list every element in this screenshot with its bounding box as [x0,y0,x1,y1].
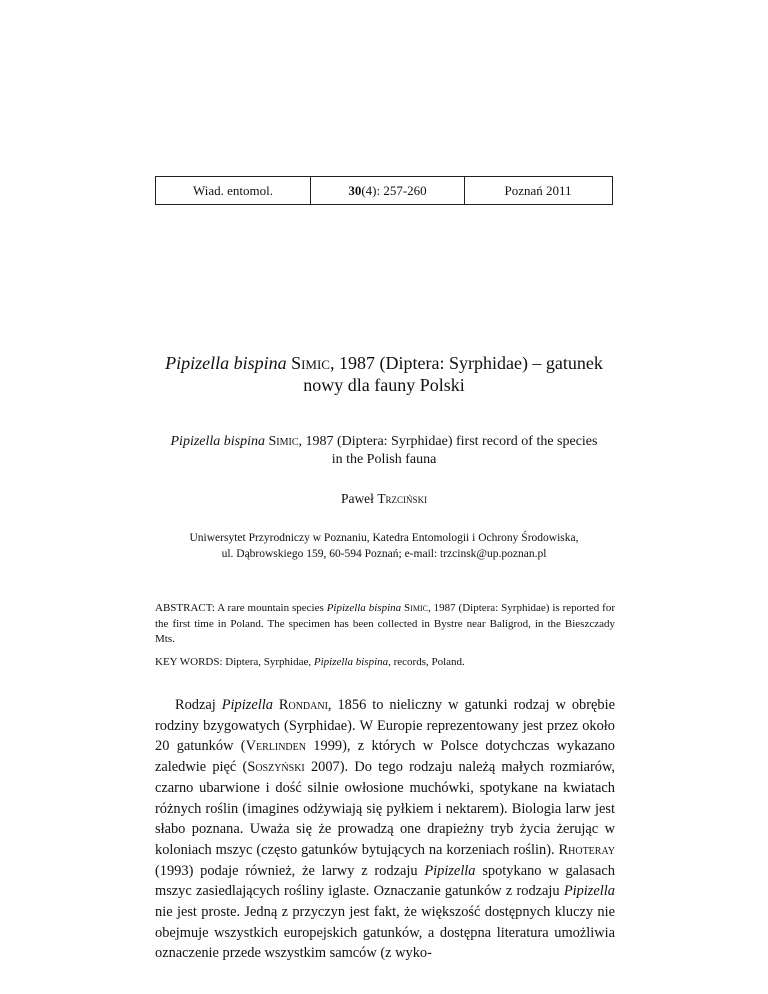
title-rest: , 1987 (Diptera: Syrphidae) – gatunek [329,353,603,373]
volume-number: 30 [348,182,362,198]
affiliation-line-1: Uniwersytet Przyrodniczy w Poznaniu, Katedra Entomologii i Ochrony Środowiska, [189,532,579,544]
paper-title [0,352,768,396]
affiliation-line-2: ul. Dąbrowskiego 159, 60-594 Poznań; e-mail: trzcinsk@up.poznan.pl [221,548,547,560]
author-last-name: Trzciński [377,491,428,506]
genus-name: Pipizella [221,697,273,713]
body-text-segment: Rodzaj [175,697,222,713]
cited-author: Soszyński [247,759,305,776]
body-text-segment: nie jest proste. Jedną z przyczyn jest fakt, że większość dostępnych kluczy nie obejmuje wszystkich europejskich gatunków, a dostępna literatura umożliwia oznaczenie przede wszystkim samców (z wyko- [155,904,615,962]
cited-author: Verlinden [245,738,306,755]
title-line-2: nowy dla fauny Polski [303,375,465,395]
keywords-label: KEY WORDS: Diptera, Syrphidae, [155,656,314,668]
subtitle-species-author: Simic [268,434,299,449]
cited-author: Rhoteray [558,841,615,858]
genus-name: Pipizella [563,883,615,900]
paper-subtitle-english [0,433,768,469]
body-text-segment: spotykano w galasach mszyc zasiedlających rośliny iglaste. Oznaczanie gatunków z rodzaju [155,862,615,900]
body-text-segment: 2007). Do tego rodzaju należą małych rozmiarów, czarno ubarwione i dość silnie owłosione muchówki, spotykane na kwiatach różnych roślin (imagines odżywiają się pyłkiem i nektarem). Biologia larw jest słabo poznana. Uważa się że prowadzą one drapieżny tryb życia żerując w koloniach mszyc (często gatunków bytujących na korzeniach roślin). [155,759,615,858]
title-species-author: Simic [291,353,330,373]
abstract-species-author: Simic [404,602,428,614]
title-species: Pipizella bispina [165,353,287,373]
author-name [0,491,768,507]
body-text-segment: (1993) podaje również, że larwy z rodzaju [155,862,425,879]
place-year: Poznań 2011 [504,182,572,198]
body-text-segment: , 1856 to nieliczny w gatunki rodzaj w obrębie rodziny bzygowatych (Syrphidae). W Europie reprezentowany jest przez około 20 gatunków ( [155,697,615,755]
volume-issue-pages [311,177,465,204]
issue-pages: (4): 257-260 [361,182,427,198]
subtitle-rest: , 1987 (Diptera: Syrphidae) first record of the species [298,434,598,449]
body-text-segment: 1999), z których w Polsce dotychczas wykazano zaledwie pięć ( [155,738,615,776]
keywords-species: Pipizella bispina [313,656,389,668]
author-first-name: Paweł [340,491,378,506]
abstract-text: , 1987 (Diptera: Syrphidae) is reported for the first time in Poland. The specimen has been collected in Bystre near Baligrod, in the Bieszczady Mts. [155,602,615,645]
abstract [155,601,615,648]
abstract-label: ABSTRACT: A rare mountain species [155,602,327,614]
keywords [155,656,615,668]
journal-name: Wiad. entomol. [156,177,311,204]
cited-author: Rondani [278,697,328,713]
subtitle-species: Pipizella bispina [170,434,265,449]
subtitle-line-2: in the Polish fauna [331,452,437,467]
citation-header-table [155,176,613,205]
subtitle-line-1 [171,434,598,449]
genus-name: Pipizella [424,862,476,879]
keywords-rest: , records, Poland. [388,656,465,668]
abstract-species: Pipizella bispina [326,602,402,614]
title-line-1 [165,353,603,373]
body-paragraph-1 [155,695,615,964]
author-affiliation [0,530,768,562]
